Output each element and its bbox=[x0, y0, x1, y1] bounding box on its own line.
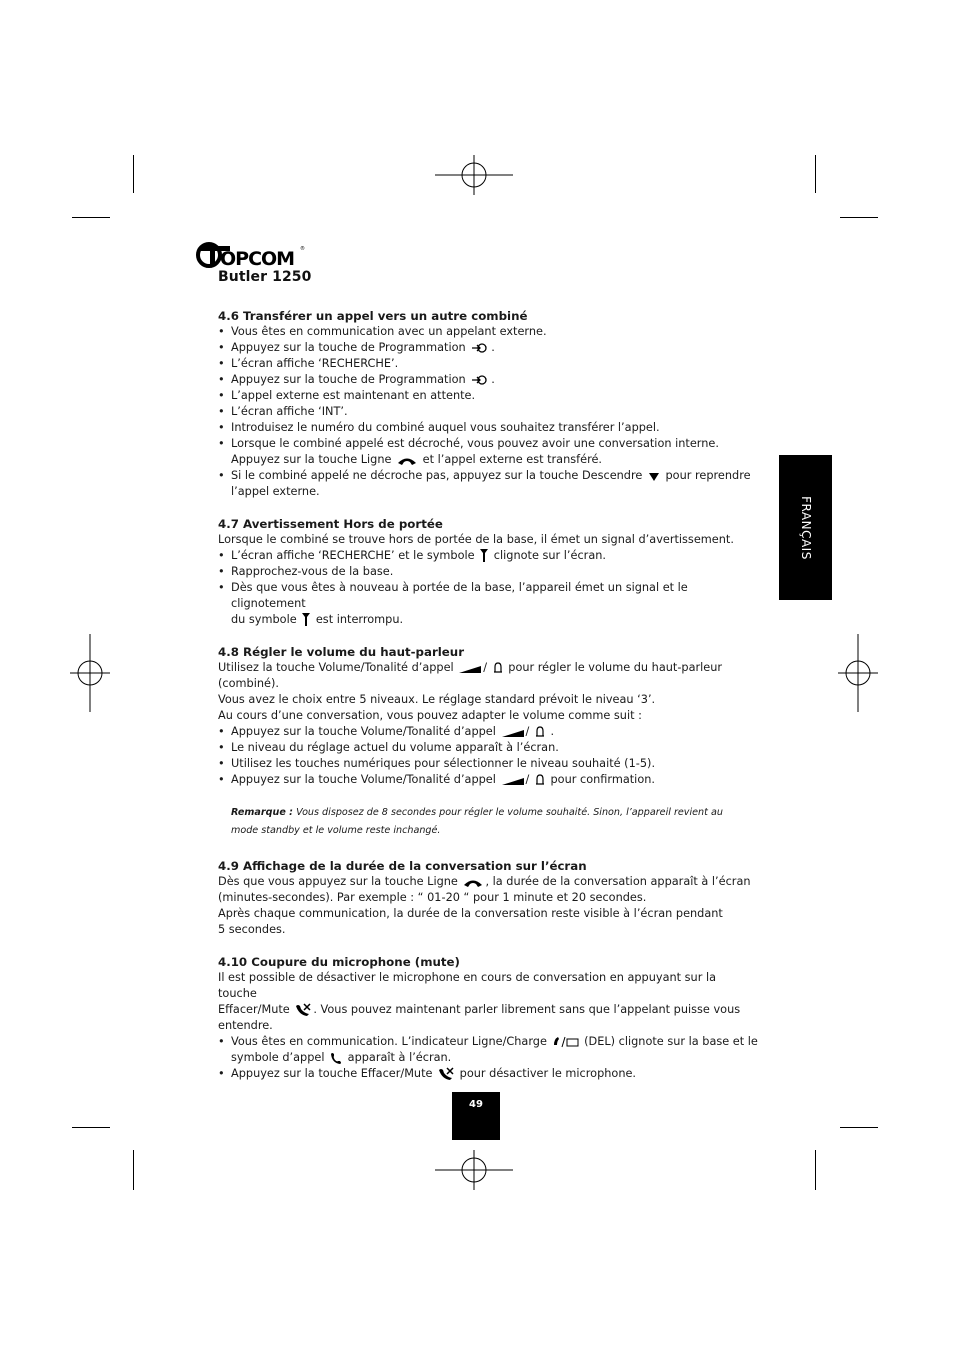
list-item bbox=[218, 372, 758, 388]
line-charge-indicator-icon bbox=[553, 1036, 579, 1048]
bullet-list bbox=[218, 324, 758, 500]
topcom-logo bbox=[196, 240, 306, 270]
document-body bbox=[218, 308, 758, 1082]
section-title: 4.8 Régler le volume du haut-parleur bbox=[218, 645, 465, 659]
list-item-text: Appuyez sur la touche Volume/Tonalité d’appel bbox=[231, 725, 496, 738]
list-item bbox=[218, 580, 758, 628]
list-item-text: pour désactiver le microphone. bbox=[459, 1067, 637, 1080]
list-item-text: Rapprochez-vous de la base. bbox=[231, 565, 394, 578]
list-item-text: Appuyez sur la touche Effacer/Mute bbox=[231, 1067, 433, 1080]
paragraph: Il est possible de désactiver le microphone en cours de conversation en appuyant sur la touche bbox=[218, 971, 717, 1000]
list-item-text: Vous êtes en communication avec un appelant externe. bbox=[231, 325, 547, 338]
registration-mark bbox=[435, 155, 515, 195]
mute-handset-icon bbox=[295, 1003, 311, 1016]
list-item-text: pour reprendre bbox=[665, 469, 751, 482]
list-item-text: apparaît à l’écran. bbox=[347, 1051, 452, 1064]
paragraph: Vous avez le choix entre 5 niveaux. Le réglage standard prévoit le niveau ‘3’. bbox=[218, 693, 656, 706]
section-title: 4.10 Coupure du microphone (mute) bbox=[218, 955, 460, 969]
list-item bbox=[218, 564, 758, 580]
list-item-text: Introduisez le numéro du combiné auquel vous souhaitez transférer l’appel. bbox=[231, 421, 660, 434]
list-item bbox=[218, 468, 758, 500]
bullet-list bbox=[218, 548, 758, 628]
section-4-6 bbox=[218, 308, 758, 500]
list-item-text: est interrompu. bbox=[315, 613, 404, 626]
note-text: Vous disposez de 8 secondes pour régler le volume souhaité. Sinon, l’appareil revient au bbox=[296, 807, 723, 818]
list-item bbox=[218, 436, 758, 468]
list-item bbox=[218, 1066, 758, 1082]
list-item bbox=[218, 548, 758, 564]
paragraph: 5 secondes. bbox=[218, 923, 286, 936]
list-item-text: Appuyez sur la touche Ligne bbox=[231, 453, 392, 466]
list-item-text: symbole d’appel bbox=[231, 1051, 325, 1064]
paragraph: entendre. bbox=[218, 1019, 273, 1032]
bell-icon bbox=[535, 726, 545, 738]
list-item-text: et l’appel externe est transféré. bbox=[422, 453, 603, 466]
bell-icon bbox=[493, 662, 503, 674]
list-item-text: Lorsque le combiné appelé est décroché, vous pouvez avoir une conversation interne. bbox=[231, 437, 719, 450]
model-name: Butler 1250 bbox=[218, 269, 312, 285]
list-item bbox=[218, 388, 758, 404]
bullet-list bbox=[218, 724, 758, 788]
list-item-text: L’écran affiche ‘RECHERCHE’. bbox=[231, 357, 399, 370]
list-item-text: Appuyez sur la touche de Programmation bbox=[231, 373, 466, 386]
list-item-text: Le niveau du réglage actuel du volume apparaît à l’écran. bbox=[231, 741, 559, 754]
paragraph bbox=[218, 874, 758, 890]
program-key-icon bbox=[471, 342, 489, 354]
program-key-icon bbox=[471, 374, 489, 386]
list-item bbox=[218, 1034, 758, 1066]
handset-line-icon bbox=[463, 878, 483, 888]
list-item-text: (DEL) clignote sur la base et le bbox=[584, 1035, 758, 1048]
svg-text:OPCOM: OPCOM bbox=[220, 248, 295, 270]
section-4-9 bbox=[218, 858, 758, 938]
list-item-text: Dès que vous êtes à nouveau à portée de la base, l’appareil émet un signal et le clignotement bbox=[231, 581, 688, 610]
list-item-text: du symbole bbox=[231, 613, 297, 626]
crop-mark bbox=[815, 155, 816, 193]
mute-handset-icon bbox=[438, 1067, 454, 1080]
paragraph: Lorsque le combiné se trouve hors de portée de la base, il émet un signal d’avertissement. bbox=[218, 533, 734, 546]
list-item-text: Utilisez les touches numériques pour sélectionner le niveau souhaité (1-5). bbox=[231, 757, 656, 770]
list-item bbox=[218, 740, 758, 756]
paragraph bbox=[218, 660, 758, 692]
antenna-icon bbox=[480, 549, 488, 562]
call-handset-icon bbox=[330, 1052, 342, 1064]
paragraph: (minutes-secondes). Par exemple : “ 01-20 “ pour 1 minute et 20 secondes. bbox=[218, 891, 647, 904]
registration-mark bbox=[435, 1150, 515, 1190]
paragraph-text: , la durée de la conversation apparaît à l’écran bbox=[485, 875, 751, 888]
list-item bbox=[218, 772, 758, 788]
list-item-text: clignote sur l’écran. bbox=[493, 549, 606, 562]
bell-icon bbox=[535, 774, 545, 786]
page-number: 49 bbox=[452, 1092, 500, 1140]
registration-mark bbox=[70, 634, 110, 712]
list-item-text: Appuyez sur la touche Volume/Tonalité d’appel bbox=[231, 773, 496, 786]
paragraph-text: Dès que vous appuyez sur la touche Ligne bbox=[218, 875, 458, 888]
paragraph: Au cours d’une conversation, vous pouvez adapter le volume comme suit : bbox=[218, 709, 642, 722]
list-item-text: / bbox=[525, 773, 530, 786]
paragraph: Après chaque communication, la durée de la conversation reste visible à l’écran pendant bbox=[218, 907, 723, 920]
svg-text:®: ® bbox=[300, 246, 305, 252]
list-item-text: l’appel externe. bbox=[231, 485, 320, 498]
list-item-text: . bbox=[550, 725, 555, 738]
list-item-text: L’appel externe est maintenant en attente. bbox=[231, 389, 476, 402]
list-item bbox=[218, 756, 758, 772]
note-text: mode standby et le volume reste inchangé. bbox=[231, 825, 441, 836]
paragraph-text: . Vous pouvez maintenant parler librement sans que l’appelant puisse vous bbox=[313, 1003, 741, 1016]
paragraph-text: pour régler le volume du haut-parleur (combiné). bbox=[218, 661, 723, 690]
list-item bbox=[218, 420, 758, 436]
list-item bbox=[218, 356, 758, 372]
section-title: 4.6 Transférer un appel vers un autre combiné bbox=[218, 309, 528, 323]
crop-mark bbox=[840, 217, 878, 218]
section-title: 4.9 Affichage de la durée de la conversation sur l’écran bbox=[218, 859, 587, 873]
crop-mark bbox=[133, 155, 134, 193]
language-tab-label: FRANÇAIS bbox=[798, 495, 813, 560]
handset-line-icon bbox=[397, 456, 417, 466]
crop-mark bbox=[815, 1150, 816, 1190]
bullet-list bbox=[218, 1034, 758, 1082]
list-item-text: L’écran affiche ‘RECHERCHE’ et le symbole bbox=[231, 549, 475, 562]
paragraph-text: Utilisez la touche Volume/Tonalité d’appel bbox=[218, 661, 454, 674]
paragraph bbox=[218, 1002, 758, 1018]
paragraph-text: Effacer/Mute bbox=[218, 1003, 290, 1016]
section-4-8 bbox=[218, 644, 758, 840]
note bbox=[231, 804, 758, 840]
volume-ramp-icon bbox=[502, 777, 524, 786]
paragraph-text: / bbox=[483, 661, 488, 674]
list-item-text: Si le combiné appelé ne décroche pas, appuyez sur la touche Descendre bbox=[231, 469, 643, 482]
list-item-text: / bbox=[525, 725, 530, 738]
language-tab bbox=[779, 455, 832, 600]
list-item bbox=[218, 324, 758, 340]
list-item-text: Vous êtes en communication. L’indicateur Ligne/Charge bbox=[231, 1035, 547, 1048]
volume-ramp-icon bbox=[502, 729, 524, 738]
section-title: 4.7 Avertissement Hors de portée bbox=[218, 517, 443, 531]
list-item-text: . bbox=[491, 373, 495, 386]
crop-mark bbox=[840, 1127, 878, 1128]
list-item-text: . bbox=[491, 341, 495, 354]
section-4-10 bbox=[218, 954, 758, 1082]
down-arrow-icon bbox=[648, 472, 660, 482]
list-item bbox=[218, 404, 758, 420]
list-item-text: pour confirmation. bbox=[550, 773, 655, 786]
antenna-icon bbox=[302, 613, 310, 626]
crop-mark bbox=[72, 1127, 110, 1128]
note-label: Remarque : bbox=[231, 807, 293, 818]
section-4-7 bbox=[218, 516, 758, 628]
list-item bbox=[218, 724, 758, 740]
crop-mark bbox=[133, 1150, 134, 1190]
crop-mark bbox=[72, 217, 110, 218]
list-item bbox=[218, 340, 758, 356]
volume-ramp-icon bbox=[459, 665, 481, 674]
list-item-text: Appuyez sur la touche de Programmation bbox=[231, 341, 466, 354]
list-item-text: L’écran affiche ‘INT’. bbox=[231, 405, 348, 418]
registration-mark bbox=[838, 634, 878, 712]
